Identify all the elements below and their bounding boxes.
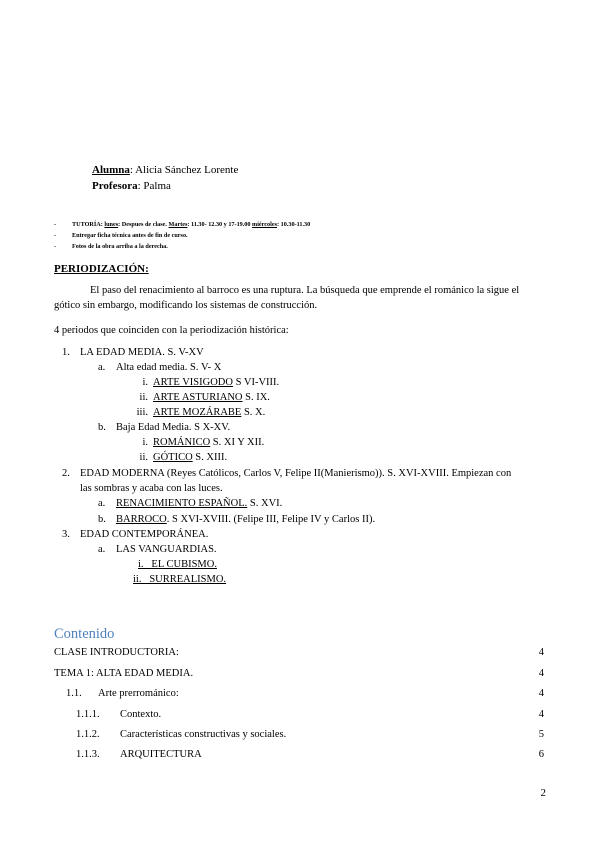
- toc-entry-num: 1.1.1.: [76, 709, 100, 720]
- outline-baja-edad-media: Baja Edad Media. S X-XV.: [116, 422, 231, 433]
- outline-vanguardias: LAS VANGUARDIAS.: [116, 544, 217, 555]
- outline-alta-edad-media: Alta edad media. S. V- X: [116, 362, 222, 373]
- intro-line-2: gótico sin embargo, modificando los sistemas de construcción.: [54, 300, 318, 311]
- outline-num: 1.: [62, 347, 70, 358]
- outline-gotico: GÓTICO S. XIII.: [153, 452, 228, 463]
- toc-entry-page: 4: [538, 647, 544, 658]
- toc-entry-page: 4: [538, 688, 544, 699]
- outline-surrealismo: ii. SURREALISMO.: [133, 574, 227, 585]
- toc-entry-label[interactable]: Arte prerrománico:: [98, 688, 179, 699]
- outline-arte-asturiano: ARTE ASTURIANO S. IX.: [153, 392, 270, 403]
- outline-period-3: EDAD CONTEMPORÁNEA.: [80, 529, 209, 540]
- toc-entry-label[interactable]: Contexto.: [120, 709, 162, 720]
- outline-num: 2.: [62, 468, 70, 479]
- outline-num: b.: [98, 514, 106, 525]
- outline-num: iii.: [136, 407, 148, 418]
- outline-num: ii.: [139, 452, 148, 463]
- outline-renacimiento: RENACIMIENTO ESPAÑOL. S. XVI.: [116, 498, 283, 509]
- toc-entry-label[interactable]: CLASE INTRODUCTORIA:: [54, 647, 179, 658]
- toc-entry-label[interactable]: ARQUITECTURA: [120, 749, 202, 760]
- outline-num: ii.: [139, 392, 148, 403]
- toc-entry-page: 5: [538, 729, 544, 740]
- bullet-dash: -: [54, 243, 57, 250]
- page-number: 2: [540, 787, 546, 799]
- teacher-name: : Palma: [137, 180, 171, 192]
- outline-barroco: BARROCO. S XVI-XVIII. (Felipe III, Felipe IV y Carlos II).: [116, 514, 376, 525]
- intro-line-1: El paso del renacimiento al barroco es una ruptura. La búsqueda que emprende el románico la sigue el: [90, 285, 520, 296]
- periods-intro: 4 periodos que coinciden con la periodización histórica:: [54, 325, 289, 336]
- outline-num: i.: [142, 437, 148, 448]
- outline-num: b.: [98, 422, 106, 433]
- toc-entry-page: 6: [538, 749, 544, 760]
- toc-entry-num: 1.1.2.: [76, 729, 100, 740]
- toc-entry-label[interactable]: Características constructivas y sociales.: [120, 729, 287, 740]
- teacher-label: Profesora: [92, 180, 138, 192]
- toc-entry-label[interactable]: TEMA 1: ALTA EDAD MEDIA.: [54, 668, 194, 679]
- outline-romanico: ROMÁNICO S. XI Y XII.: [153, 437, 265, 448]
- toc-entry-num: 1.1.: [66, 688, 82, 699]
- toc-entry-page: 4: [538, 709, 544, 720]
- outline-num: a.: [98, 362, 106, 373]
- toc-title: Contenido: [54, 626, 115, 642]
- bullet-dash: -: [54, 221, 57, 228]
- toc-entry-num: 1.1.3.: [76, 749, 100, 760]
- outline-period-2-line-1: EDAD MODERNA (Reyes Católicos, Carlos V, Felipe II(Manierismo)). S. XVI-XVIII. Empiezan con: [80, 468, 512, 479]
- outline-arte-mozarabe: ARTE MOZÁRABE S. X.: [153, 407, 266, 418]
- section-heading: PERIODIZACIÓN:: [54, 263, 149, 275]
- bullet-dash: -: [54, 232, 57, 239]
- outline-num: a.: [98, 544, 106, 555]
- teacher-line: [92, 180, 171, 192]
- outline-period-1: LA EDAD MEDIA. S. V-XV: [80, 347, 204, 358]
- outline-num: a.: [98, 498, 106, 509]
- student-line: [92, 164, 238, 176]
- toc-entry-page: 4: [538, 668, 544, 679]
- outline-num: i.: [142, 377, 148, 388]
- note-tutoria: - TUTORÍA: lunes: Despues de clase. Martes: 11.30- 12.30 y 17-19.00 miércoles: 10.30-11.30: [54, 221, 311, 228]
- outline-period-2-line-2: las sombras y acaba con las luces.: [80, 483, 223, 494]
- student-label: Alumna: [92, 164, 130, 176]
- note-ficha: - Entregar ficha técnica antes de fin de curso.: [54, 232, 188, 239]
- note-fotos: - Fotos de la obra arriba a la derecha.: [54, 243, 168, 250]
- outline-cubismo: i. EL CUBISMO.: [138, 559, 217, 570]
- student-name: : Alicia Sánchez Lorente: [129, 164, 239, 176]
- outline-arte-visigodo: ARTE VISIGODO S VI-VIII.: [153, 377, 280, 388]
- outline-num: 3.: [62, 529, 70, 540]
